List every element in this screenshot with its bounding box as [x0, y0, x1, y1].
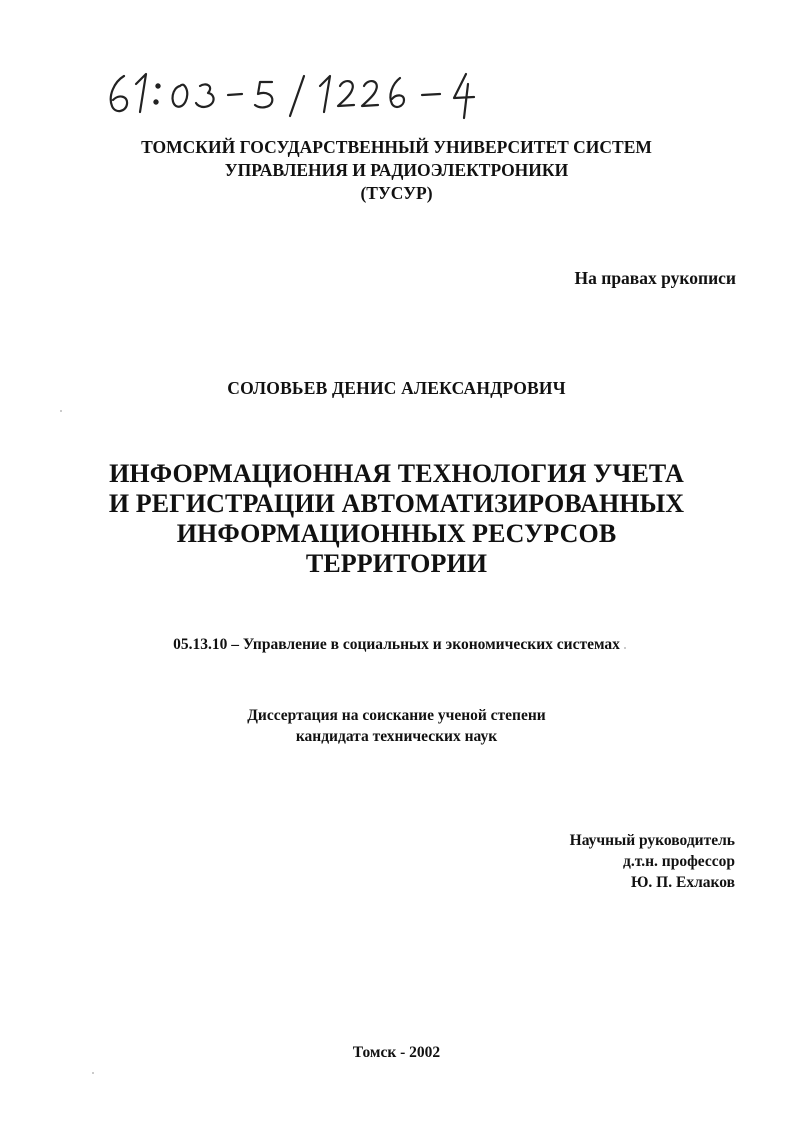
- supervisor-rank: д.т.н. профессор: [623, 853, 735, 870]
- author-name: СОЛОВЬЕВ ДЕНИС АЛЕКСАНДРОВИЧ: [227, 378, 566, 398]
- degree-line-2: кандидата технических наук: [295, 728, 498, 745]
- supervisor-name: Ю. П. Ехлаков: [630, 874, 735, 891]
- scan-speck: [92, 1072, 94, 1074]
- university-line-1: ТОМСКИЙ ГОСУДАРСТВЕННЫЙ УНИВЕРСИТЕТ СИСТЕМ: [141, 137, 652, 157]
- supervisor-role: Научный руководитель: [569, 832, 735, 849]
- supervisor-block: [570, 830, 735, 893]
- handwritten-archive-number: [102, 62, 522, 122]
- city-year: Томск - 2002: [352, 1044, 441, 1061]
- specialty-code: 05.13.10 – Управление в социальных и экономических системах: [173, 636, 620, 653]
- title-line-3: ИНФОРМАЦИОННЫХ РЕСУРСОВ: [176, 519, 617, 548]
- scan-speck: [60, 410, 62, 412]
- title-line-4: ТЕРРИТОРИИ: [305, 549, 488, 578]
- dissertation-title: [0, 459, 793, 579]
- university-line-2: УПРАВЛЕНИЯ И РАДИОЭЛЕКТРОНИКИ: [224, 160, 569, 180]
- degree-statement: [0, 705, 793, 747]
- scan-speck: [624, 647, 626, 649]
- handwritten-archive-number-drawing: [102, 62, 522, 122]
- manuscript-note: На правах рукописи: [574, 268, 736, 288]
- title-line-1: ИНФОРМАЦИОННАЯ ТЕХНОЛОГИЯ УЧЕТА: [109, 459, 684, 488]
- degree-line-1: Диссертация на соискание ученой степени: [247, 707, 546, 724]
- university-name: [0, 136, 793, 205]
- title-line-2: И РЕГИСТРАЦИИ АВТОМАТИЗИРОВАННЫХ: [108, 489, 685, 518]
- university-abbreviation: (ТУСУР): [360, 183, 433, 203]
